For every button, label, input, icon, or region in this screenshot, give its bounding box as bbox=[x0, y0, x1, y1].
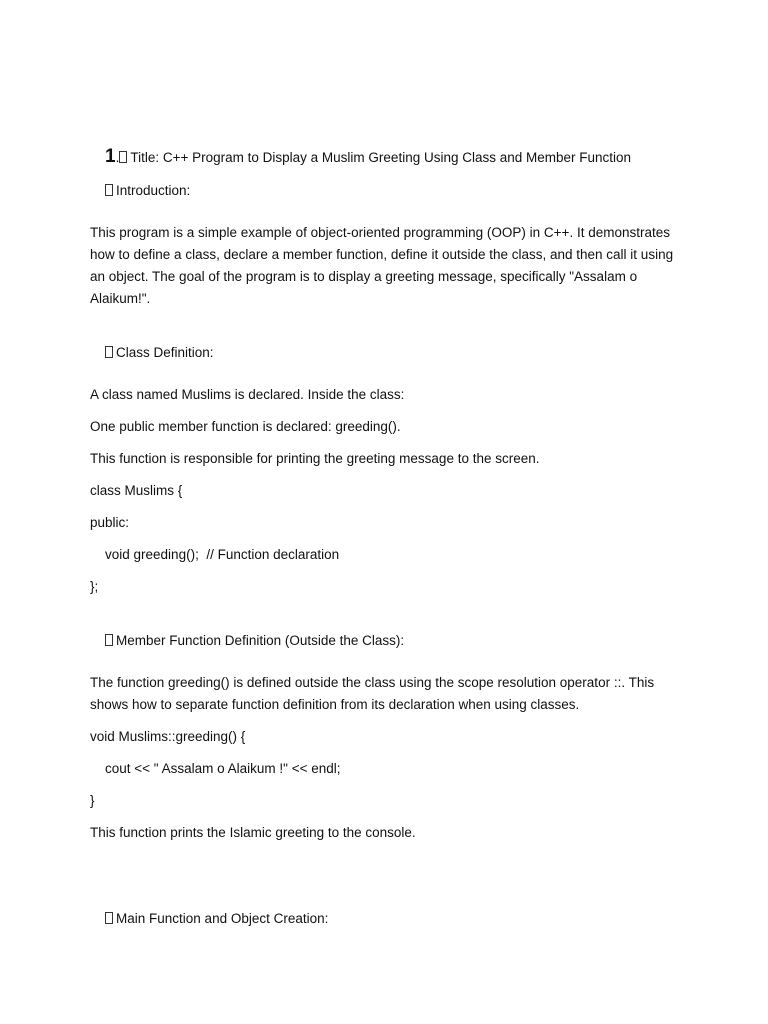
code-line: cout << " Assalam o Alaikum !" << endl; bbox=[90, 761, 341, 776]
member-paragraph: The function greeding() is defined outside the class using the scope resolution operator ::. This shows how to separate function definition from its declaration when using classes. bbox=[90, 675, 658, 712]
code-line: class Muslims { bbox=[90, 483, 183, 498]
code-line: public: bbox=[90, 515, 130, 530]
missing-glyph-icon bbox=[105, 346, 113, 358]
document-title: Title: C++ Program to Display a Muslim Greeting Using Class and Member Function bbox=[130, 150, 632, 165]
missing-glyph-icon bbox=[105, 912, 113, 924]
member-note: This function prints the Islamic greeting to the console. bbox=[90, 825, 416, 840]
missing-glyph-icon bbox=[105, 634, 113, 646]
class-heading-text: Class Definition: bbox=[116, 345, 214, 360]
intro-paragraph: This program is a simple example of object-oriented programming (OOP) in C++. It demonstrates how to define a class, declare a member function, define it outside the class, and then call it using an object. The goal of the program is to display a greeting message, specifically "Assalam o Alaikum!". bbox=[90, 225, 677, 306]
class-paragraph-2: One public member function is declared: greeding(). bbox=[90, 419, 401, 434]
class-heading bbox=[90, 320, 680, 386]
main-heading bbox=[90, 886, 680, 952]
missing-glyph-icon bbox=[105, 184, 113, 196]
heading-number: 1 bbox=[105, 146, 116, 167]
heading-dot: . bbox=[115, 150, 120, 165]
code-line: }; bbox=[90, 579, 99, 594]
code-line: void greeding(); // Function declaration bbox=[90, 547, 340, 562]
class-paragraph-1: A class named Muslims is declared. Inside the class: bbox=[90, 387, 405, 402]
intro-heading-text: Introduction: bbox=[116, 183, 191, 198]
code-line: void Muslims::greeding() { bbox=[90, 729, 246, 744]
member-heading-text: Member Function Definition (Outside the Class): bbox=[116, 633, 405, 648]
code-line: } bbox=[90, 793, 95, 808]
member-heading bbox=[90, 608, 680, 674]
main-heading-text: Main Function and Object Creation: bbox=[116, 911, 329, 926]
intro-heading bbox=[90, 158, 680, 224]
class-paragraph-3: This function is responsible for printing the greeting message to the screen. bbox=[90, 451, 540, 466]
